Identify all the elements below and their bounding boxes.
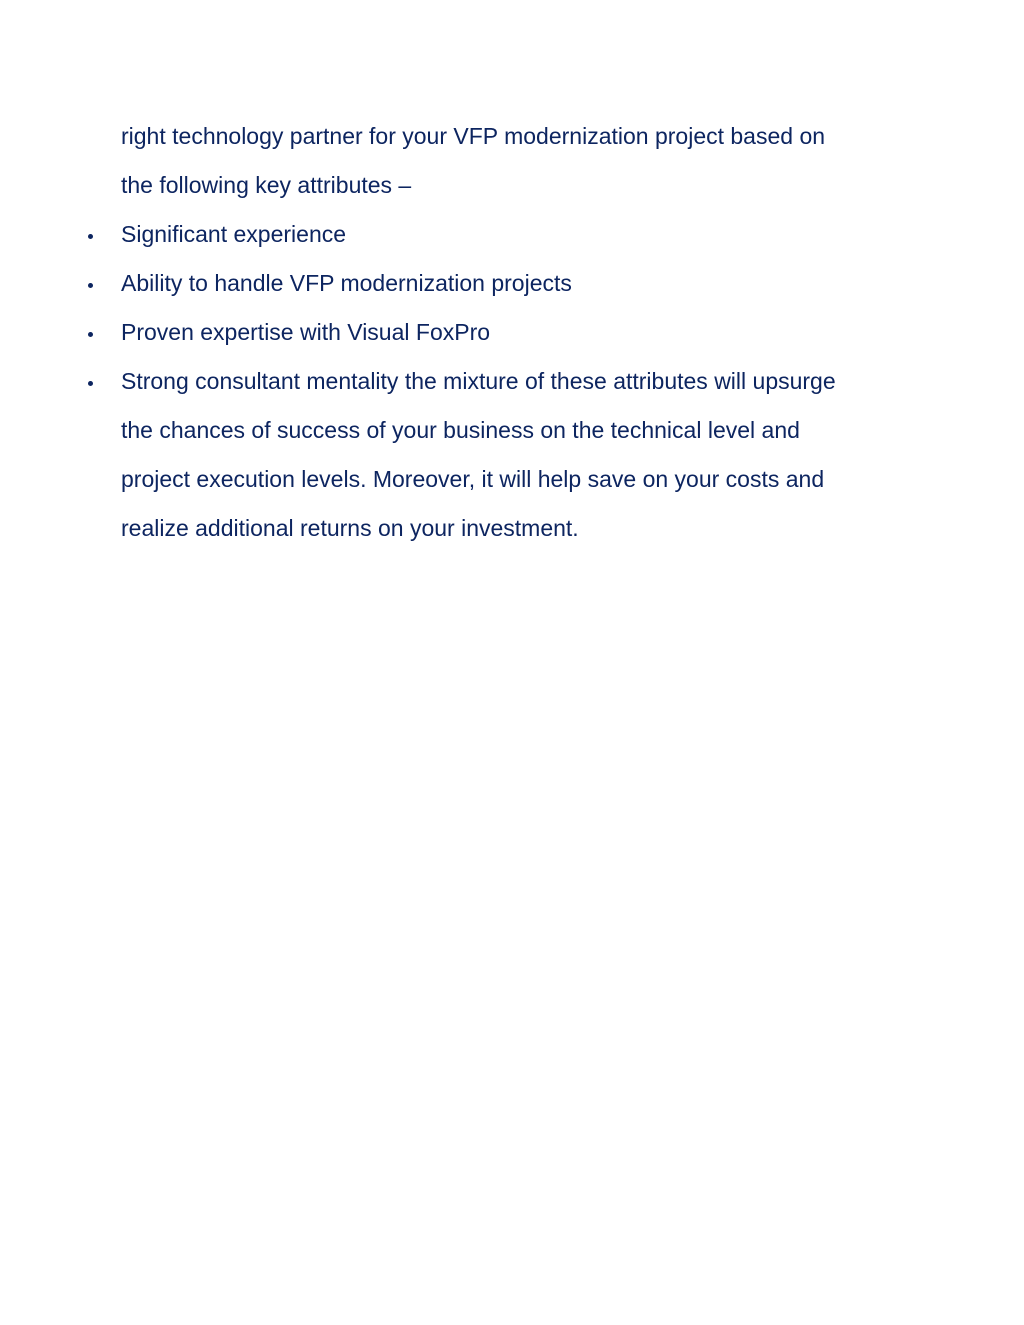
document-body <box>121 112 921 553</box>
intro-line: right technology partner for your VFP modernization project based on <box>121 123 826 149</box>
bullet-icon <box>88 357 96 406</box>
bullet-icon <box>88 210 96 259</box>
attributes-list <box>121 210 921 553</box>
intro-line: the following key attributes – <box>121 172 412 198</box>
list-item <box>121 308 921 357</box>
list-item-text: Significant experience <box>121 221 347 247</box>
bullet-icon <box>88 308 96 357</box>
list-item <box>121 357 921 553</box>
list-item-text: Strong consultant mentality the mixture of these attributes will upsurge <box>121 368 836 394</box>
list-item-text: realize additional returns on your investment. <box>121 515 579 541</box>
list-item <box>121 259 921 308</box>
bullet-icon <box>88 259 96 308</box>
list-item-text: the chances of success of your business on the technical level and <box>121 417 800 443</box>
intro-paragraph <box>121 112 921 210</box>
list-item-text: project execution levels. Moreover, it will help save on your costs and <box>121 466 825 492</box>
list-item-text: Proven expertise with Visual FoxPro <box>121 319 491 345</box>
list-item-text: Ability to handle VFP modernization projects <box>121 270 572 296</box>
list-item <box>121 210 921 259</box>
